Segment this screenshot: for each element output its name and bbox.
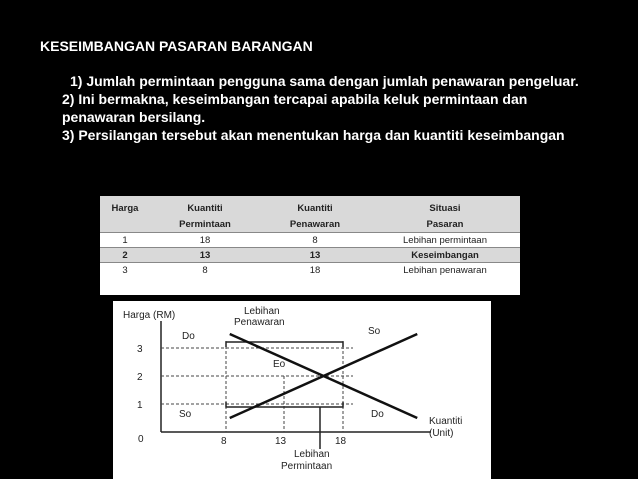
header-harga: Harga [100, 196, 150, 216]
table-cell: 18 [260, 263, 370, 278]
equilibrium-label: Eo [273, 359, 286, 370]
header-empty [100, 216, 150, 233]
table-cell: 3 [100, 263, 150, 278]
y-axis-label: Harga (RM) [123, 310, 176, 321]
supply-label-bottom: So [179, 409, 192, 420]
table-cell: 8 [150, 263, 260, 278]
x-axis-label-1: Kuantiti [429, 416, 463, 427]
header-situasi: Situasi [370, 196, 520, 216]
x-axis-label-2: (Unit) [429, 428, 454, 439]
demand-label-top: Do [182, 331, 195, 342]
x-tick-13: 13 [275, 436, 287, 447]
table-row [100, 233, 520, 248]
y-tick-3: 3 [137, 344, 143, 355]
table-cell: Lebihan permintaan [370, 233, 520, 248]
point-2: 2) Ini bermakna, keseimbangan tercapai apabila keluk permintaan dan penawaran bersilang. [62, 91, 528, 125]
origin-label: 0 [138, 434, 144, 445]
demand-label-bottom: Do [371, 409, 384, 420]
table-cell: 1 [100, 233, 150, 248]
table-cell: 18 [150, 233, 260, 248]
header-penawaran: Penawaran [260, 216, 370, 233]
header-pasaran: Pasaran [370, 216, 520, 233]
point-1: 1) Jumlah permintaan pengguna sama dengan jumlah penawaran pengeluar. [70, 73, 579, 89]
point-3: 3) Persilangan tersebut akan menentukan harga dan kuantiti keseimbangan [62, 127, 565, 143]
table-cell: 8 [260, 233, 370, 248]
table-cell: 13 [260, 248, 370, 263]
x-tick-8: 8 [221, 436, 227, 447]
shortage-label-2: Permintaan [281, 461, 333, 472]
bullet-points [62, 72, 602, 144]
shortage-label-1: Lebihan [294, 449, 330, 460]
x-tick-18: 18 [335, 436, 347, 447]
slide-title: KESEIMBANGAN PASARAN BARANGAN [40, 38, 313, 54]
market-table [100, 196, 520, 295]
surplus-label-1: Lebihan [244, 306, 280, 317]
header-kuantiti-1: Kuantiti [150, 196, 260, 216]
header-permintaan: Permintaan [150, 216, 260, 233]
chart-svg [113, 301, 491, 479]
y-tick-1: 1 [137, 400, 143, 411]
surplus-label-2: Penawaran [234, 317, 285, 328]
supply-label-top: So [368, 326, 381, 337]
table-row [100, 263, 520, 278]
header-kuantiti-2: Kuantiti [260, 196, 370, 216]
table-cell: Keseimbangan [370, 248, 520, 263]
equilibrium-chart [113, 301, 491, 479]
table-cell: 2 [100, 248, 150, 263]
table-cell: Lebihan penawaran [370, 263, 520, 278]
y-tick-2: 2 [137, 372, 143, 383]
table-cell: 13 [150, 248, 260, 263]
table-row [100, 248, 520, 263]
surplus-bracket [226, 342, 343, 347]
